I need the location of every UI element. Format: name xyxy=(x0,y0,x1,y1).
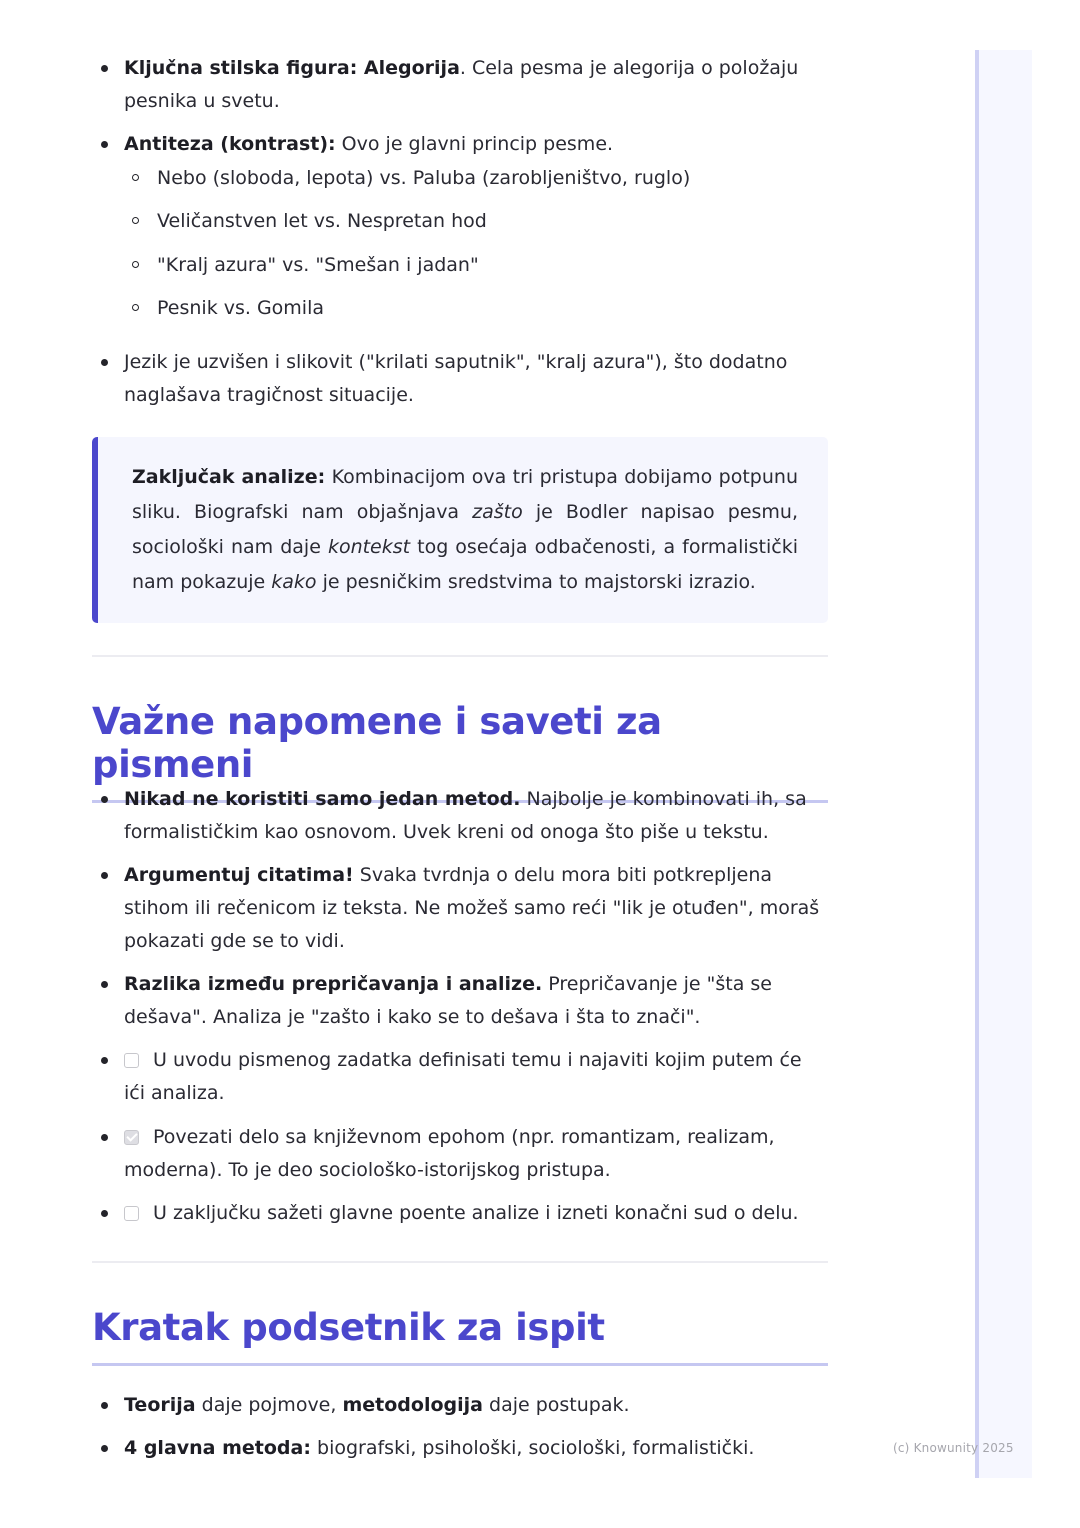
list-item xyxy=(92,783,828,849)
bullet-icon xyxy=(101,359,108,366)
page-sidebar xyxy=(975,50,1032,1478)
bullet-icon xyxy=(101,141,108,148)
section-heading: Kratak podsetnik za ispit xyxy=(92,1306,828,1366)
task-text: U uvodu pismenog zadatka definisati temu i najaviti kojim putem će ići analiza. xyxy=(124,1049,802,1104)
bullet-icon xyxy=(101,981,108,988)
task-checkbox-checked[interactable] xyxy=(124,1130,139,1145)
task-item xyxy=(92,1044,828,1110)
callout-segment: Kombinacijom ova tri pristupa dobijamo potpunu sliku. Biografski nam objašnjava xyxy=(132,466,798,523)
item-text: daje postupak. xyxy=(482,1394,630,1416)
list-item xyxy=(92,52,828,118)
copyright-footer: (c) Knowunity 2025 xyxy=(893,1441,1014,1455)
item-bold: Razlika između prepričavanja i analize. xyxy=(124,973,543,995)
circle-bullet-icon xyxy=(132,261,139,268)
task-text: U zaključku sažeti glavne poente analize i izneti konačni sud o delu. xyxy=(153,1202,799,1224)
task-text: Povezati delo sa književnom epohom (npr. romantizam, realizam, moderna). To je deo sociološko-istorijskog pristupa. xyxy=(124,1126,775,1181)
list-item xyxy=(92,128,828,161)
divider xyxy=(92,1261,828,1263)
sub-item-text: "Kralj azura" vs. "Smešan i jadan" xyxy=(157,254,479,276)
divider xyxy=(92,655,828,657)
item-bold: Antiteza (kontrast): xyxy=(124,133,336,155)
callout-segment: tog osećaja odbačenosti, a formalistički nam pokazuje xyxy=(132,536,798,593)
list-item xyxy=(92,968,828,1034)
callout-emphasis: zašto xyxy=(472,501,523,523)
callout-emphasis: kontekst xyxy=(327,536,411,558)
bullet-icon xyxy=(101,65,108,72)
task-item xyxy=(92,1121,828,1187)
task-checkbox[interactable] xyxy=(124,1053,139,1068)
conclusion-callout xyxy=(92,437,828,623)
bullet-icon xyxy=(101,1445,108,1452)
callout-segment: je pesničkim sredstvima to majstorski izrazio. xyxy=(316,571,756,593)
item-text: daje pojmove, xyxy=(195,1394,343,1416)
circle-bullet-icon xyxy=(132,217,139,224)
item-text: Svaka tvrdnja o delu mora biti potkrepljena stihom ili rečenicom iz teksta. Ne možeš samo reći "lik je otuđen", moraš pokazati gde se to vidi. xyxy=(124,864,820,952)
callout-emphasis: kako xyxy=(271,571,317,593)
item-bold: metodologija xyxy=(342,1394,483,1416)
bullet-icon xyxy=(101,1402,108,1409)
sub-list-item xyxy=(132,163,690,193)
sub-list-item xyxy=(132,293,324,323)
item-text: Najbolje je kombinovati ih, sa formalističkim kao osnovom. Uvek kreni od onoga što piše u tekstu. xyxy=(124,788,807,843)
item-bold: Teorija xyxy=(124,1394,196,1416)
bullet-icon xyxy=(101,1134,108,1141)
item-bold: Ključna stilska figura: Alegorija xyxy=(124,57,460,79)
item-text: . Cela pesma je alegorija o položaju pesnika u svetu. xyxy=(124,57,799,112)
circle-bullet-icon xyxy=(132,174,139,181)
circle-bullet-icon xyxy=(132,304,139,311)
callout-text xyxy=(132,460,798,600)
item-bold: Nikad ne koristiti samo jedan metod. xyxy=(124,788,521,810)
item-text: Ovo je glavni princip pesme. xyxy=(335,133,614,155)
sub-item-text: Veličanstven let vs. Nespretan hod xyxy=(157,210,487,232)
list-item xyxy=(92,1432,828,1465)
item-text: Jezik je uzvišen i slikovit ("krilati saputnik", "kralj azura"), što dodatno naglašava tragičnost situacije. xyxy=(124,351,788,406)
sub-list-item xyxy=(132,250,479,280)
bullet-icon xyxy=(101,1057,108,1064)
item-bold: 4 glavna metoda: xyxy=(124,1437,311,1459)
callout-segment: je Bodler napisao pesmu, sociološki nam daje xyxy=(132,501,798,558)
bullet-icon xyxy=(101,1210,108,1217)
task-item xyxy=(92,1197,828,1230)
sub-item-text: Pesnik vs. Gomila xyxy=(157,297,325,319)
sub-item-text: Nebo (sloboda, lepota) vs. Paluba (zarobljeništvo, ruglo) xyxy=(157,167,691,189)
callout-label: Zaključak analize: xyxy=(132,466,326,488)
bullet-icon xyxy=(101,796,108,803)
list-item xyxy=(92,1389,828,1422)
section-heading: Važne napomene i saveti za pismeni xyxy=(92,700,828,803)
item-bold: Argumentuj citatima! xyxy=(124,864,354,886)
item-text: Prepričavanje je "šta se dešava". Analiza je "zašto i kako se to dešava i šta to znači". xyxy=(124,973,772,1028)
list-item xyxy=(92,346,828,412)
sub-list-item xyxy=(132,206,487,236)
list-item xyxy=(92,859,828,958)
task-checkbox[interactable] xyxy=(124,1206,139,1221)
item-text: biografski, psihološki, sociološki, formalistički. xyxy=(310,1437,755,1459)
bullet-icon xyxy=(101,872,108,879)
